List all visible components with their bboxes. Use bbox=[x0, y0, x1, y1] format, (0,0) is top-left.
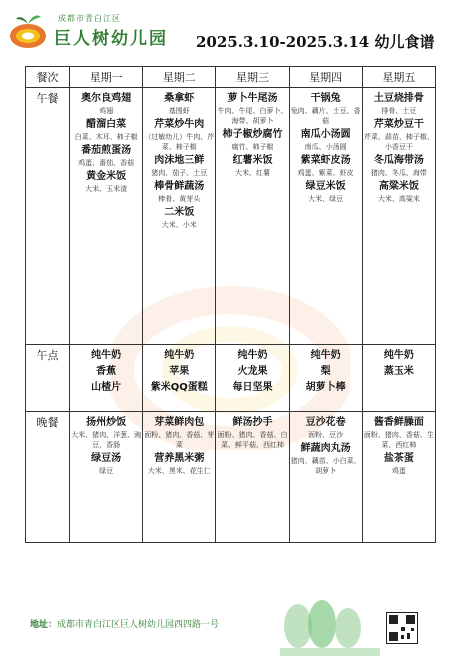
dish-ingredients: 鸡蛋、番茄、香菇 bbox=[78, 159, 135, 167]
dish-name: 芹菜炒牛肉 bbox=[154, 119, 205, 130]
menu-cell bbox=[143, 412, 216, 543]
logo-name: 巨人树幼儿园 bbox=[54, 29, 168, 49]
dish-ingredients: 腐竹、柿子椒 bbox=[231, 143, 274, 151]
menu-cell bbox=[216, 88, 289, 345]
dish-name: 梨 bbox=[320, 366, 331, 377]
dish-ingredients: 面粉、猪肉、香菇、白菜、鲜平菇、西红柿 bbox=[217, 431, 288, 449]
dish-name: 紫米QQ蛋糕 bbox=[150, 382, 208, 393]
dish-name: 鲜汤抄手 bbox=[232, 417, 273, 428]
menu-cell bbox=[362, 345, 435, 412]
kindergarten-logo-icon bbox=[6, 10, 50, 50]
dish-name: 鲜蔬肉丸汤 bbox=[300, 443, 351, 454]
dish-name: 酱香鲜臊面 bbox=[373, 417, 424, 428]
meal-label: 午点 bbox=[26, 345, 70, 412]
dish-name: 胡萝卜棒 bbox=[305, 382, 346, 393]
table-row bbox=[26, 345, 436, 412]
menu-cell bbox=[143, 345, 216, 412]
meal-label: 午餐 bbox=[26, 88, 70, 345]
header-day: 星期三 bbox=[216, 67, 289, 88]
dish-name: 蒸玉米 bbox=[383, 366, 414, 377]
dish-ingredients: 猪肉、藕苗、小白菜、胡萝卜 bbox=[290, 457, 361, 475]
dish-name: 香蕉 bbox=[96, 366, 117, 377]
dish-ingredients: 南瓜、小汤圆 bbox=[304, 143, 347, 151]
header-day: 星期一 bbox=[70, 67, 143, 88]
dish-ingredients: 猪肉、冬瓜、海带 bbox=[370, 169, 427, 177]
dish-ingredients: 猪肉、茄子、土豆 bbox=[151, 169, 208, 177]
dish-ingredients: 面粉、猪肉、香菇、芽菜 bbox=[144, 431, 215, 449]
menu-cell bbox=[216, 345, 289, 412]
dish-ingredients: 大米、玉米渣 bbox=[85, 185, 128, 193]
dish-ingredients: 棒骨、黄芽头 bbox=[158, 195, 201, 203]
dish-name: 番茄煎蛋汤 bbox=[81, 145, 132, 156]
dish-name: 干锅兔 bbox=[310, 93, 341, 104]
dish-name: 绿豆汤 bbox=[91, 453, 122, 464]
dish-name: 桑拿虾 bbox=[164, 93, 195, 104]
table-row bbox=[26, 88, 436, 345]
header-meal: 餐次 bbox=[26, 67, 70, 88]
dish-ingredients: 牛肉、牛尾、白萝卜、海带、胡萝卜 bbox=[217, 107, 288, 125]
dish-name: 柿子椒炒腐竹 bbox=[222, 129, 283, 140]
dish-ingredients: （过敏幼儿）牛肉、芹菜、柿子椒 bbox=[144, 133, 215, 151]
dish-name: 肉沫地三鲜 bbox=[154, 155, 205, 166]
dish-name: 绿豆米饭 bbox=[305, 181, 346, 192]
menu-cell bbox=[70, 412, 143, 543]
dish-name: 芽菜鲜肉包 bbox=[154, 417, 205, 428]
dish-ingredients: 绿豆 bbox=[99, 467, 114, 475]
dish-name: 山楂片 bbox=[91, 382, 122, 393]
menu-cell bbox=[289, 345, 362, 412]
dish-ingredients: 大米、高粱米 bbox=[377, 195, 420, 203]
dish-name: 苹果 bbox=[169, 366, 190, 377]
dish-name: 纯牛奶 bbox=[164, 350, 195, 361]
dish-name: 扬州炒饭 bbox=[86, 417, 127, 428]
menu-cell bbox=[362, 412, 435, 543]
menu-cell bbox=[70, 345, 143, 412]
dish-name: 豆沙花卷 bbox=[305, 417, 346, 428]
logo bbox=[6, 10, 166, 48]
menu-table bbox=[25, 66, 436, 543]
menu-cell bbox=[289, 88, 362, 345]
dish-ingredients: 鸡蛋、紫菜、虾皮 bbox=[297, 169, 354, 177]
trees-decoration-icon bbox=[280, 596, 380, 656]
dish-ingredients: 兔肉、藕片、土豆、香菇 bbox=[290, 107, 361, 125]
dish-name: 土豆烧排骨 bbox=[373, 93, 424, 104]
dish-name: 纯牛奶 bbox=[383, 350, 414, 361]
dish-ingredients: 鸡翅 bbox=[99, 107, 114, 115]
dish-name: 黄金米饭 bbox=[86, 171, 127, 182]
dish-ingredients: 大米、黑米、花生仁 bbox=[147, 467, 211, 475]
menu-cell bbox=[289, 412, 362, 543]
meal-label: 晚餐 bbox=[26, 412, 70, 543]
header-day: 星期四 bbox=[289, 67, 362, 88]
dish-ingredients: 大米、红薯 bbox=[234, 169, 270, 177]
dish-name: 营养黑米粥 bbox=[154, 453, 205, 464]
dish-name: 芹菜炒豆干 bbox=[373, 119, 424, 130]
menu-cell bbox=[143, 88, 216, 345]
dish-ingredients: 芹菜、蒜苗、柿子椒、小香豆干 bbox=[363, 133, 434, 151]
header-day: 星期二 bbox=[143, 67, 216, 88]
dish-name: 萝卜牛尾汤 bbox=[227, 93, 278, 104]
dish-ingredients: 排骨、土豆 bbox=[381, 107, 417, 115]
address-text: 成都市青白江区巨人树幼儿园西四路一号 bbox=[57, 620, 220, 630]
dish-ingredients: 大米、猪肉、洋葱、豌豆、香肠 bbox=[71, 431, 142, 449]
logo-subtitle: 成都市青白江区 bbox=[58, 14, 121, 23]
page-title: 2025.3.10-2025.3.14 幼儿食谱 bbox=[196, 33, 435, 51]
dish-ingredients: 基围虾 bbox=[168, 107, 190, 115]
dish-name: 火龙果 bbox=[237, 366, 268, 377]
dish-ingredients: 面粉、豆沙 bbox=[308, 431, 344, 439]
dish-ingredients: 大米、小米 bbox=[161, 221, 197, 229]
menu-cell bbox=[362, 88, 435, 345]
dish-name: 每日坚果 bbox=[232, 382, 273, 393]
dish-name: 高粱米饭 bbox=[378, 181, 419, 192]
dish-name: 棒骨鲜蔬汤 bbox=[154, 181, 205, 192]
dish-name: 二米饭 bbox=[164, 207, 195, 218]
dish-name: 醋溜白菜 bbox=[86, 119, 127, 130]
qr-code-icon[interactable] bbox=[386, 612, 418, 644]
menu-cell bbox=[216, 412, 289, 543]
menu-cell bbox=[70, 88, 143, 345]
dish-ingredients: 白菜、木耳、柿子椒 bbox=[74, 133, 138, 141]
address bbox=[30, 617, 219, 630]
address-label: 地址： bbox=[30, 620, 58, 630]
header-day: 星期五 bbox=[362, 67, 435, 88]
dish-ingredients: 大米、绿豆 bbox=[308, 195, 344, 203]
table-header-row bbox=[26, 67, 436, 88]
dish-name: 盐茶蛋 bbox=[383, 453, 414, 464]
dish-name: 奥尔良鸡翅 bbox=[81, 93, 132, 104]
dish-ingredients: 面粉、猪肉、香菇、生菜、西红柿 bbox=[363, 431, 434, 449]
dish-name: 纯牛奶 bbox=[237, 350, 268, 361]
dish-name: 南瓜小汤圆 bbox=[300, 129, 351, 140]
dish-ingredients: 鸡蛋 bbox=[391, 467, 406, 475]
dish-name: 纯牛奶 bbox=[310, 350, 341, 361]
dish-name: 冬瓜海带汤 bbox=[373, 155, 424, 166]
table-row bbox=[26, 412, 436, 543]
dish-name: 纯牛奶 bbox=[91, 350, 122, 361]
dish-name: 红薯米饭 bbox=[232, 155, 273, 166]
dish-name: 紫菜虾皮汤 bbox=[300, 155, 351, 166]
